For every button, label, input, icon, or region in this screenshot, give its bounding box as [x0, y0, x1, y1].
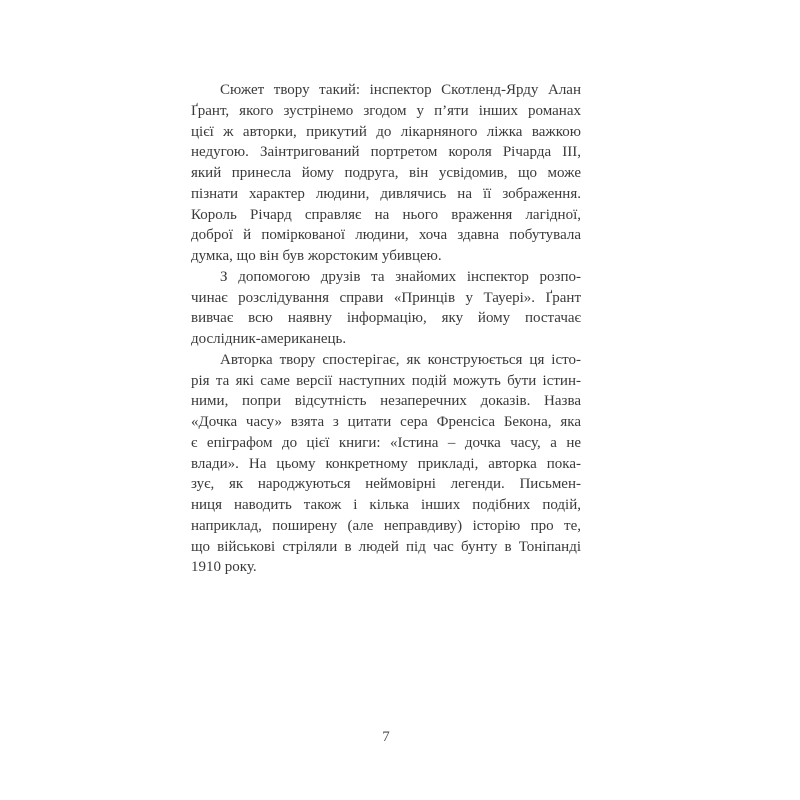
text-line: який принесла йому подруга, він усвідомив, що може	[191, 165, 581, 181]
text-line: 1910 року.	[191, 559, 257, 576]
text-line: що військові стріляли в людей під час бунту в Тоніпанді	[191, 538, 581, 555]
text-line: ними, попри відсутність незаперечних доказів. Назва	[191, 393, 581, 410]
text-block	[191, 80, 581, 578]
page-number: 7	[382, 729, 390, 745]
text-line: дослідник-американець.	[191, 331, 347, 347]
text-line: чинає розслідування справи «Принців у Тауері». Ґрант	[191, 289, 581, 306]
text-line: пізнати характер людини, дивлячись на її зображення.	[191, 185, 581, 202]
text-line: зує, як народжуються неймовірні легенди. Письмен-	[191, 476, 581, 493]
text-line: «Дочка часу» взята з цитати сера Френсіса Бекона, яка	[191, 414, 581, 430]
text-line: рія та які саме версії наступних подій можуть бути істин-	[191, 372, 581, 389]
paragraph	[191, 350, 581, 578]
text-line: влади». На цьому конкретному прикладі, авторка пока-	[191, 455, 581, 472]
text-line: ниця наводить також і кілька інших подібних подій,	[191, 497, 581, 513]
text-line: цієї ж авторки, прикутий до лікарняного ліжка важкою	[191, 123, 581, 140]
text-line: доброї й поміркованої людини, хоча здавна побутувала	[191, 227, 581, 244]
paragraph	[191, 267, 581, 350]
text-line: є епіграфом до цієї книги: «Істина – дочка часу, а не	[191, 434, 581, 451]
text-line: Король Річард справляє на нього враження лагідної,	[191, 206, 581, 223]
text-line: вивчає всю наявну інформацію, яку йому постачає	[191, 310, 581, 327]
text-line: Сюжет твору такий: інспектор Скотленд-Ярду Алан	[220, 82, 581, 98]
text-line: Авторка твору спостерігає, як конструюється ця істо-	[220, 351, 581, 368]
text-line: недугою. Заінтригований портретом короля Річарда ІІІ,	[191, 144, 581, 161]
text-line: З допомогою друзів та знайомих інспектор розпо-	[220, 268, 581, 285]
text-line: Ґрант, якого зустрінемо згодом у п’яти інших романах	[191, 102, 581, 119]
text-line: думка, що він був жорстоким убивцею.	[191, 248, 442, 264]
text-line: наприклад, поширену (але неправдиву) історію про те,	[191, 517, 581, 534]
paragraph	[191, 80, 581, 267]
